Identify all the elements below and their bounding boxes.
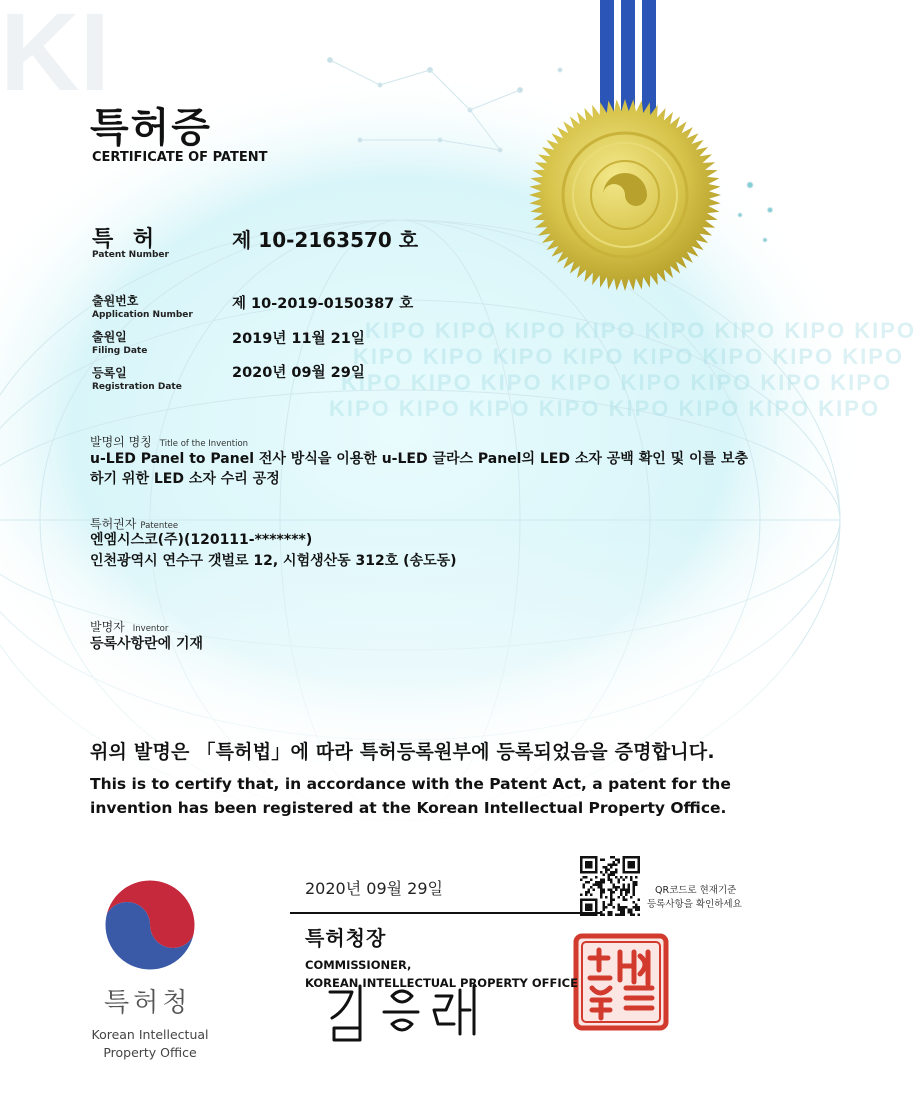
qr-module [600,889,603,892]
qr-module [600,871,603,874]
filing-date-label-ko: 출원일 [92,330,127,344]
qr-module [603,901,606,904]
qr-module [633,901,636,904]
qr-module [610,889,613,892]
qr-module [630,914,633,917]
qr-module [595,884,598,887]
official-stamp [576,936,666,1028]
qr-module [630,911,633,914]
qr-module [610,894,613,897]
qr-module [605,871,608,874]
qr-module [590,886,593,889]
qr-module [630,896,633,899]
qr-module [613,871,616,874]
qr-module [600,859,603,862]
patent-number-label-en: Patent Number [92,250,169,260]
qr-module [615,886,618,889]
qr-module [610,874,613,877]
qr-module [615,864,618,867]
qr-module [638,899,641,902]
qr-module [603,879,606,882]
qr-module [598,886,601,889]
invention-section-label [90,431,248,450]
qr-module [623,911,626,914]
qr-module [613,864,616,867]
qr-finder [585,861,593,869]
kipo-name-ko: 특허청 [104,988,192,1018]
qr-module [603,891,606,894]
qr-module [638,914,641,917]
qr-module [610,871,613,874]
kipo-emblem-icon [104,879,196,971]
qr-module [628,889,631,892]
qr-module [620,889,623,892]
qr-module [603,914,606,917]
qr-module [638,906,641,909]
qr-module [600,894,603,897]
qr-module [618,906,621,909]
qr-module [630,909,633,912]
qr-module [600,879,603,882]
qr-module [608,876,611,879]
qr-code [580,856,640,916]
qr-module [608,904,611,907]
qr-module [598,881,601,884]
qr-module [633,881,636,884]
qr-module [608,889,611,892]
qr-module [588,891,591,894]
qr-module [610,864,613,867]
qr-module [620,909,623,912]
qr-module [603,904,606,907]
qr-module [603,889,606,892]
qr-instruction-line2: 등록사항을 확인하세요 [647,899,742,910]
qr-module [620,891,623,894]
qr-module [623,909,626,912]
qr-module [610,866,613,869]
qr-module [600,914,603,917]
qr-module [608,911,611,914]
qr-module [635,909,638,912]
qr-module [630,876,633,879]
qr-module [603,866,606,869]
commissioner-title-en [305,956,578,992]
qr-module [615,871,618,874]
qr-module [590,879,593,882]
qr-module [628,886,631,889]
svg-text:KI: KI [0,0,110,114]
qr-module [585,881,588,884]
qr-module [600,911,603,914]
qr-module [623,896,626,899]
qr-module [593,889,596,892]
invention-title-line1: u-LED Panel to Panel 전사 방식을 이용한 u-LED 글라스 Panel의 LED 소자 공백 확인 및 이를 보충 [90,451,748,467]
qr-module [625,891,628,894]
qr-module [620,876,623,879]
commissioner-title-ko: 특허청장 [305,926,387,950]
qr-module [618,914,621,917]
inventor-section-label [90,616,168,635]
qr-module [603,874,606,877]
qr-module [633,884,636,887]
qr-module [613,884,616,887]
commissioner-signature [325,984,328,985]
qr-module [600,881,603,884]
qr-module [588,881,591,884]
qr-module [635,881,638,884]
qr-module [618,879,621,882]
qr-module [625,899,628,902]
qr-module [635,906,638,909]
qr-module [613,899,616,902]
qr-module [580,879,583,882]
patentee-label-en: Patentee [140,521,179,531]
qr-module [618,861,621,864]
certificate-title-en: CERTIFICATE OF PATENT [92,150,268,165]
watermark-row: KIPO KIPO KIPO KIPO KIPO KIPO KIPO KIPO [341,370,893,395]
qr-module [625,906,628,909]
qr-module [585,891,588,894]
patentee-label-ko: 특허권자 [90,517,137,531]
patentee-name: 엔엠시스코(주)(120111-*******) [90,532,313,548]
qr-module [633,906,636,909]
qr-module [598,884,601,887]
issue-date: 2020년 09월 29일 [305,879,443,898]
qr-module [615,876,618,879]
inventor-label-ko: 발명자 [90,620,125,634]
qr-module [613,856,616,859]
watermark-rows [329,318,916,422]
commissioner-en-line2: KOREAN INTELLECTUAL PROPERTY OFFICE [305,976,578,990]
qr-module [625,894,628,897]
qr-module [585,876,588,879]
qr-module [635,876,638,879]
qr-module [608,914,611,917]
qr-module [593,884,596,887]
certification-statement-en: This is to certify that, in accordance with the Patent Act, a patent for the invention has been registered at the Korean Intellectual Property Office. [90,775,731,817]
qr-module [600,891,603,894]
qr-finder [585,904,593,912]
qr-module [603,906,606,909]
qr-module [633,889,636,892]
qr-module [633,891,636,894]
qr-module [633,894,636,897]
qr-module [628,911,631,914]
certificate-title-ko: 특허증 [90,105,212,151]
watermark-row: KIPO KIPO KIPO KIPO KIPO KIPO KIPO KIPO [365,318,916,343]
commissioner-en-line1: COMMISSIONER, [305,958,412,972]
qr-module [583,884,586,887]
filing-date-label-en: Filing Date [92,346,148,356]
qr-module [623,884,626,887]
application-number-value: 제 10-2019-0150387 호 [232,296,414,312]
certification-statement-ko: 위의 발명은 「특허법」에 따라 특허등록원부에 등록되었음을 증명합니다. [90,741,715,763]
application-number-label-en: Application Number [92,310,193,320]
signature-graphic [330,986,474,1040]
application-number-label-ko: 출원번호 [92,294,139,308]
patent-number-value: 제 10-2163570 호 [232,228,419,252]
qr-module [633,914,636,917]
qr-module [615,869,618,872]
qr-module [610,914,613,917]
qr-module [595,876,598,879]
qr-module [610,856,613,859]
qr-module [620,906,623,909]
qr-module [608,869,611,872]
qr-module [603,859,606,862]
qr-module [603,881,606,884]
inventor-value: 등록사항란에 기재 [90,636,204,652]
inventor-label-en: Inventor [132,624,169,634]
qr-module [585,894,588,897]
qr-module [623,886,626,889]
watermark-row: KIPO KIPO KIPO KIPO KIPO KIPO KIPO KIPO [329,396,881,421]
invention-title-line2: 하기 위한 LED 소자 수리 공정 [90,471,280,487]
qr-module [595,881,598,884]
qr-module [623,906,626,909]
qr-module [628,909,631,912]
registration-date-label-en: Registration Date [92,382,182,392]
qr-module [610,891,613,894]
qr-module [623,889,626,892]
invention-label-en: Title of the Invention [159,439,249,449]
qr-module [600,884,603,887]
qr-module [603,909,606,912]
qr-module [600,886,603,889]
qr-module [610,899,613,902]
qr-module [610,879,613,882]
qr-module [588,889,591,892]
qr-module [613,861,616,864]
gold-seal [529,99,721,291]
qr-module [633,886,636,889]
patentee-address: 인천광역시 연수구 갯벌로 12, 시험생산동 312호 (송도동) [90,553,457,569]
qr-module [580,894,583,897]
qr-module [615,889,618,892]
qr-module [608,874,611,877]
qr-module [618,881,621,884]
qr-module [625,889,628,892]
qr-module [630,879,633,882]
qr-module [623,879,626,882]
qr-module [613,886,616,889]
qr-module [618,904,621,907]
qr-module [635,904,638,907]
qr-module [583,876,586,879]
patent-number-label-ko: 특 허 [92,227,161,252]
qr-module [625,876,628,879]
watermark-row: KIPO KIPO KIPO KIPO KIPO KIPO KIPO KIPO [353,344,905,369]
qr-module [610,896,613,899]
qr-module [583,886,586,889]
kipo-watermark-band [329,318,916,421]
qr-module [620,914,623,917]
qr-module [618,859,621,862]
qr-module [620,911,623,914]
qr-module [620,894,623,897]
qr-module [613,891,616,894]
qr-module [618,886,621,889]
qr-instruction-line1: QR코드로 현재기준 [655,885,737,896]
qr-finder [628,861,636,869]
qr-module [628,884,631,887]
qr-module [610,904,613,907]
qr-module [623,914,626,917]
invention-label-ko: 발명의 명칭 [90,435,152,449]
qr-module [600,896,603,899]
qr-module [610,881,613,884]
qr-module [613,874,616,877]
qr-module [618,909,621,912]
qr-module [613,906,616,909]
qr-module [605,869,608,872]
qr-module [635,884,638,887]
qr-module [638,909,641,912]
qr-module [610,911,613,914]
qr-module [605,906,608,909]
filing-date-value: 2019년 11월 21일 [232,331,365,347]
qr-module [608,879,611,882]
registration-date-value: 2020년 09월 29일 [232,365,365,381]
qr-module [605,896,608,899]
qr-instruction [647,884,742,912]
qr-module [618,896,621,899]
registration-date-label-ko: 등록일 [92,366,127,380]
qr-module [590,894,593,897]
kipo-name-en: Korean Intellectual Property Office [91,1027,209,1060]
qr-module [605,866,608,869]
qr-module [623,899,626,902]
qr-module [608,864,611,867]
qr-module [610,901,613,904]
qr-module [615,859,618,862]
qr-module [615,914,618,917]
qr-module [628,891,631,894]
